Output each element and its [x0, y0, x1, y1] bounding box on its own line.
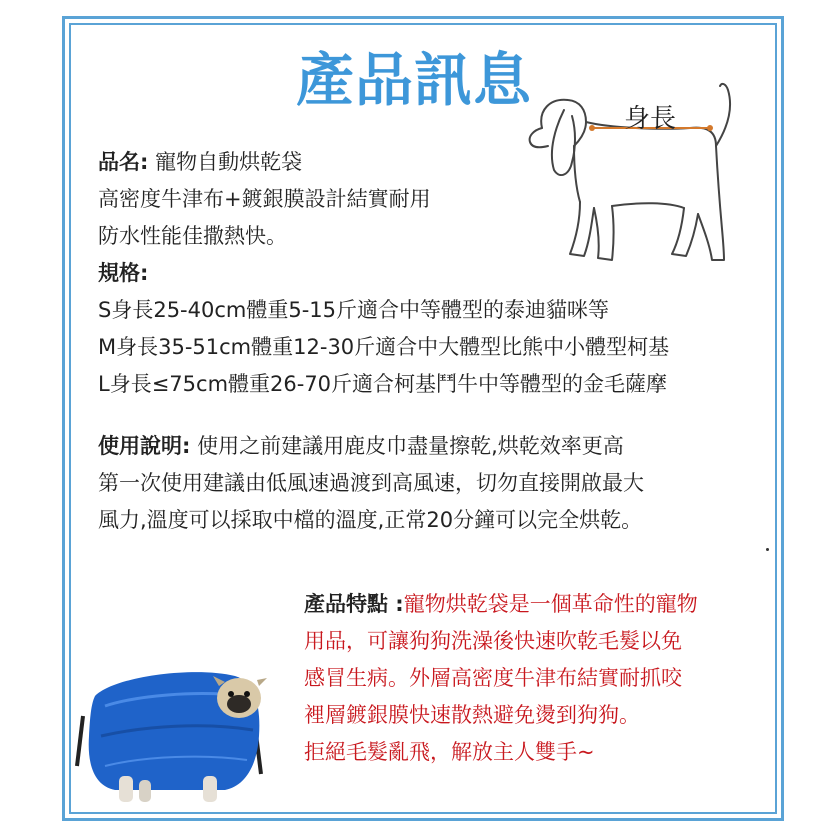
spec-label: 規格: — [98, 261, 149, 285]
features-line: 感冒生病。外層高密度牛津布結實耐抓咬 — [304, 666, 682, 690]
product-name-line — [98, 144, 669, 181]
usage-label: 使用說明: — [98, 434, 191, 458]
product-info — [98, 144, 669, 403]
product-features — [304, 586, 698, 771]
spec-line-l: L身長≤75cm體重26-70斤適合柯基鬥牛中等體型的金毛薩摩 — [98, 372, 668, 396]
page-title: 產品訊息 — [296, 46, 533, 114]
usage-line: 第一次使用建議由低風速過渡到高風速，切勿直接開啟最大 — [98, 471, 644, 495]
description-line: 高密度牛津布+鍍銀膜設計結實耐用 — [98, 187, 431, 211]
features-text: 寵物烘乾袋是一個革命性的寵物 — [403, 592, 698, 616]
features-first-line — [304, 586, 698, 623]
usage-line: 風力,溫度可以採取中檔的溫度,正常20分鐘可以完全烘乾。 — [98, 508, 643, 532]
body-length-label: 身長 — [624, 104, 677, 134]
features-line: 用品，可讓狗狗洗澡後快速吹乾毛髮以免 — [304, 629, 682, 653]
product-name-value: 寵物自動烘乾袋 — [148, 150, 303, 174]
description-line: 防水性能佳撒熱快。 — [98, 224, 287, 248]
features-label: 產品特點 : — [304, 592, 404, 616]
usage-instructions — [98, 428, 644, 539]
product-name-label: 品名: — [98, 150, 149, 174]
spec-line-m: M身長35-51cm體重12-30斤適合中大體型比熊中小體型柯基 — [98, 335, 670, 359]
stray-dot — [766, 548, 769, 551]
usage-first-line — [98, 428, 644, 465]
features-line: 拒絕毛髮亂飛，解放主人雙手~ — [304, 740, 595, 764]
spec-line-s: S身長25-40cm體重5-15斤適合中等體型的泰迪貓咪等 — [98, 298, 610, 322]
features-line: 裡層鍍銀膜快速散熱避免燙到狗狗。 — [304, 703, 640, 727]
dog-in-drying-bag-image — [75, 656, 275, 806]
usage-text: 使用之前建議用鹿皮巾盡量擦乾,烘乾效率更高 — [190, 434, 624, 458]
